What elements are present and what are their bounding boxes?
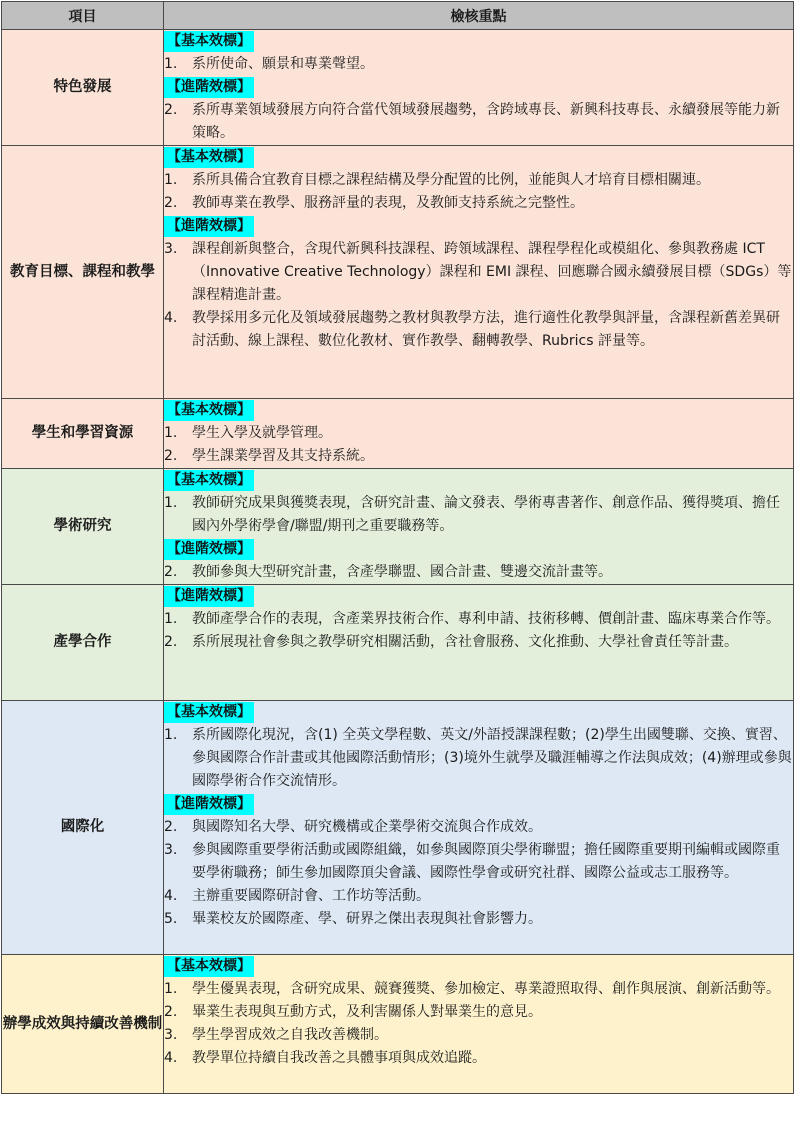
evaluation-table	[1, 1, 794, 1094]
advanced-criteria-tag: 【進階效標】	[164, 77, 254, 98]
item-text: 學生入學及就學管理。	[192, 425, 332, 441]
header-row	[2, 2, 794, 30]
row-label: 產學合作	[2, 585, 164, 701]
list-item	[164, 492, 793, 538]
row-content	[164, 469, 794, 585]
row-label: 辦學成效與持續改善機制	[2, 955, 164, 1094]
item-text: 學生優異表現，含研究成果、競賽獲獎、參加檢定、專業證照取得、創作與展演、創新活動等。	[192, 981, 780, 997]
item-text: 課程創新與整合，含現代新興科技課程、跨領域課程、課程學程化或模組化、參與教務處 ICT（Innovative Creative Technology）課程和 EMI 課程、回應聯合國永續發展目標（SDGs）等課程精進計畫。	[192, 241, 792, 303]
item-text: 畢業生表現與互動方式，及利害關係人對畢業生的意見。	[192, 1004, 542, 1020]
row-label: 國際化	[2, 701, 164, 955]
item-number: 2.	[164, 448, 178, 464]
basic-criteria-tag: 【基本效標】	[164, 702, 254, 723]
basic-criteria-tag: 【基本效標】	[164, 956, 254, 977]
item-text: 教學單位持續自我改善之具體事項與成效追蹤。	[192, 1050, 486, 1066]
item-number: 4.	[164, 888, 178, 904]
row-label: 教育目標、課程和教學	[2, 146, 164, 399]
item-number: 1.	[164, 425, 178, 441]
list-item	[164, 192, 793, 215]
item-text: 教師專業在教學、服務評量的表現，及教師支持系統之完整性。	[192, 195, 584, 211]
item-text: 系所國際化現況，含(1) 全英文學程數、英文/外語授課課程數；(2)學生出國雙聯、交換、實習、參與國際合作計畫或其他國際活動情形；(3)境外生就學及職涯輔導之作法與成效；(4)辦理或參與國際學術合作交流情形。	[192, 727, 792, 789]
row-feature-development	[2, 30, 794, 146]
header-checkpoints: 檢核重點	[164, 2, 794, 30]
item-text: 教師產學合作的表現，含產業界技術合作、專利申請、技術移轉、價創計畫、臨床專業合作等。	[192, 611, 780, 627]
row-content	[164, 146, 794, 399]
row-academic-research	[2, 469, 794, 585]
item-number: 1.	[164, 727, 178, 743]
row-industry-cooperation	[2, 585, 794, 701]
item-number: 2.	[164, 195, 178, 211]
item-text: 教師參與大型研究計畫，含產學聯盟、國合計畫、雙邊交流計畫等。	[192, 564, 612, 580]
list-item	[164, 839, 793, 885]
item-text: 與國際知名大學、研究機構或企業學術交流與合作成效。	[192, 819, 542, 835]
list-item	[164, 169, 793, 192]
row-content	[164, 701, 794, 955]
list-item	[164, 1001, 793, 1024]
row-label: 學生和學習資源	[2, 399, 164, 469]
item-text: 學生課業學習及其支持系統。	[192, 448, 374, 464]
item-number: 1.	[164, 981, 178, 997]
list-item	[164, 816, 793, 839]
list-item	[164, 422, 793, 445]
item-number: 3.	[164, 241, 178, 257]
item-text: 畢業校友於國際產、學、研界之傑出表現與社會影響力。	[192, 911, 542, 927]
row-content	[164, 399, 794, 469]
row-education-curriculum	[2, 146, 794, 399]
item-number: 2.	[164, 634, 178, 650]
advanced-criteria-tag: 【進階效標】	[164, 586, 254, 607]
row-content	[164, 585, 794, 701]
row-student-resources	[2, 399, 794, 469]
list-item	[164, 561, 793, 584]
row-content	[164, 955, 794, 1094]
list-item	[164, 99, 793, 145]
row-label: 學術研究	[2, 469, 164, 585]
item-number: 2.	[164, 564, 178, 580]
item-number: 2.	[164, 1004, 178, 1020]
advanced-criteria-tag: 【進階效標】	[164, 794, 254, 815]
item-text: 學生學習成效之自我改善機制。	[192, 1027, 388, 1043]
advanced-criteria-tag: 【進階效標】	[164, 216, 254, 237]
item-text: 系所具備合宜教育目標之課程結構及學分配置的比例，並能與人才培育目標相關連。	[192, 172, 710, 188]
item-number: 2.	[164, 102, 178, 118]
item-number: 1.	[164, 611, 178, 627]
basic-criteria-tag: 【基本效標】	[164, 400, 254, 421]
item-number: 4.	[164, 1050, 178, 1066]
list-item	[164, 1047, 793, 1070]
item-text: 系所展現社會參與之教學研究相關活動，含社會服務、文化推動、大學社會責任等計畫。	[192, 634, 738, 650]
item-number: 1.	[164, 172, 178, 188]
item-number: 4.	[164, 310, 178, 326]
list-item	[164, 238, 793, 307]
item-text: 主辦重要國際研討會、工作坊等活動。	[192, 888, 430, 904]
row-outcomes-improvement	[2, 955, 794, 1094]
item-text: 系所專業領域發展方向符合當代領域發展趨勢，含跨域專長、新興科技專長、永續發展等能力新策略。	[192, 102, 780, 141]
item-number: 3.	[164, 1027, 178, 1043]
item-number: 3.	[164, 842, 178, 858]
item-text: 教師研究成果與獲獎表現，含研究計畫、論文發表、學術專書著作、創意作品、獲得獎項、擔任國內外學術學會/聯盟/期刊之重要職務等。	[192, 495, 780, 534]
item-number: 1.	[164, 495, 178, 511]
item-text: 參與國際重要學術活動或國際組織，如參與國際頂尖學術聯盟；擔任國際重要期刊編輯或國際重要學術職務；師生參加國際頂尖會議、國際性學會或研究社群、國際公益或志工服務等。	[192, 842, 780, 881]
list-item	[164, 631, 793, 654]
basic-criteria-tag: 【基本效標】	[164, 31, 254, 52]
list-item	[164, 908, 793, 931]
row-internationalization	[2, 701, 794, 955]
list-item	[164, 445, 793, 468]
list-item	[164, 307, 793, 353]
row-content	[164, 30, 794, 146]
item-number: 2.	[164, 819, 178, 835]
list-item	[164, 1024, 793, 1047]
advanced-criteria-tag: 【進階效標】	[164, 539, 254, 560]
basic-criteria-tag: 【基本效標】	[164, 147, 254, 168]
list-item	[164, 885, 793, 908]
item-text: 教學採用多元化及領域發展趨勢之教材與教學方法，進行適性化教學與評量，含課程新舊差異研討活動、線上課程、數位化教材、實作教學、翻轉教學、Rubrics 評量等。	[192, 310, 780, 349]
item-number: 1.	[164, 56, 178, 72]
header-item: 項目	[2, 2, 164, 30]
item-number: 5.	[164, 911, 178, 927]
list-item	[164, 978, 793, 1001]
list-item	[164, 53, 793, 76]
list-item	[164, 724, 793, 793]
item-text: 系所使命、願景和專業聲望。	[192, 56, 374, 72]
basic-criteria-tag: 【基本效標】	[164, 470, 254, 491]
row-label: 特色發展	[2, 30, 164, 146]
list-item	[164, 608, 793, 631]
